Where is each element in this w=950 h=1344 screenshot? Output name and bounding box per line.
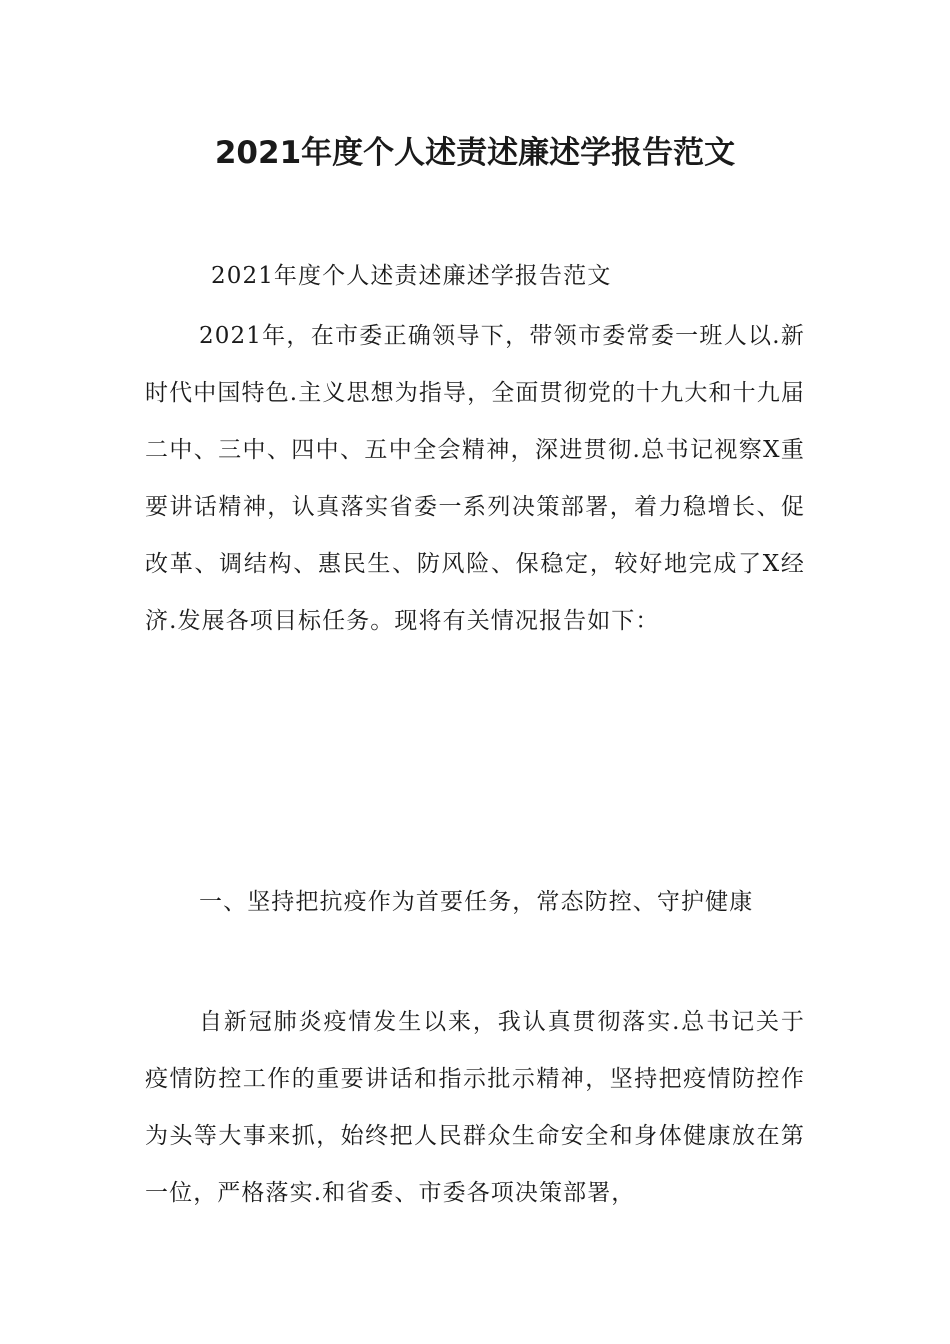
intro-paragraph: 2021年，在市委正确领导下，带领市委常委一班人以.新时代中国特色.主义思想为指导，全面贯彻党的十九大和十九届二中、三中、四中、五中全会精神，深进贯彻.总书记视察X重要讲话精神，认真落实省委一系列决策部署，着力稳增长、促改革、调结构、惠民生、防风险、保稳定，较好地完成了X经济.发展各项目标任务。现将有关情况报告如下：: [145, 323, 805, 634]
document-subtitle: 2021年度个人述责述廉述学报告范文: [211, 263, 612, 289]
document-title: 2021年度个人述责述廉述学报告范文: [214, 135, 736, 171]
section-heading: 一、坚持把抗疫作为首要任务，常态防控、守护健康: [199, 889, 754, 915]
section-paragraph: 自新冠肺炎疫情发生以来，我认真贯彻落实.总书记关于疫情防控工作的重要讲话和指示批示精神，坚持把疫情防控作为头等大事来抓，始终把人民群众生命安全和身体健康放在第一位，严格落实.和省委、市委各项决策部署，: [145, 1009, 805, 1206]
